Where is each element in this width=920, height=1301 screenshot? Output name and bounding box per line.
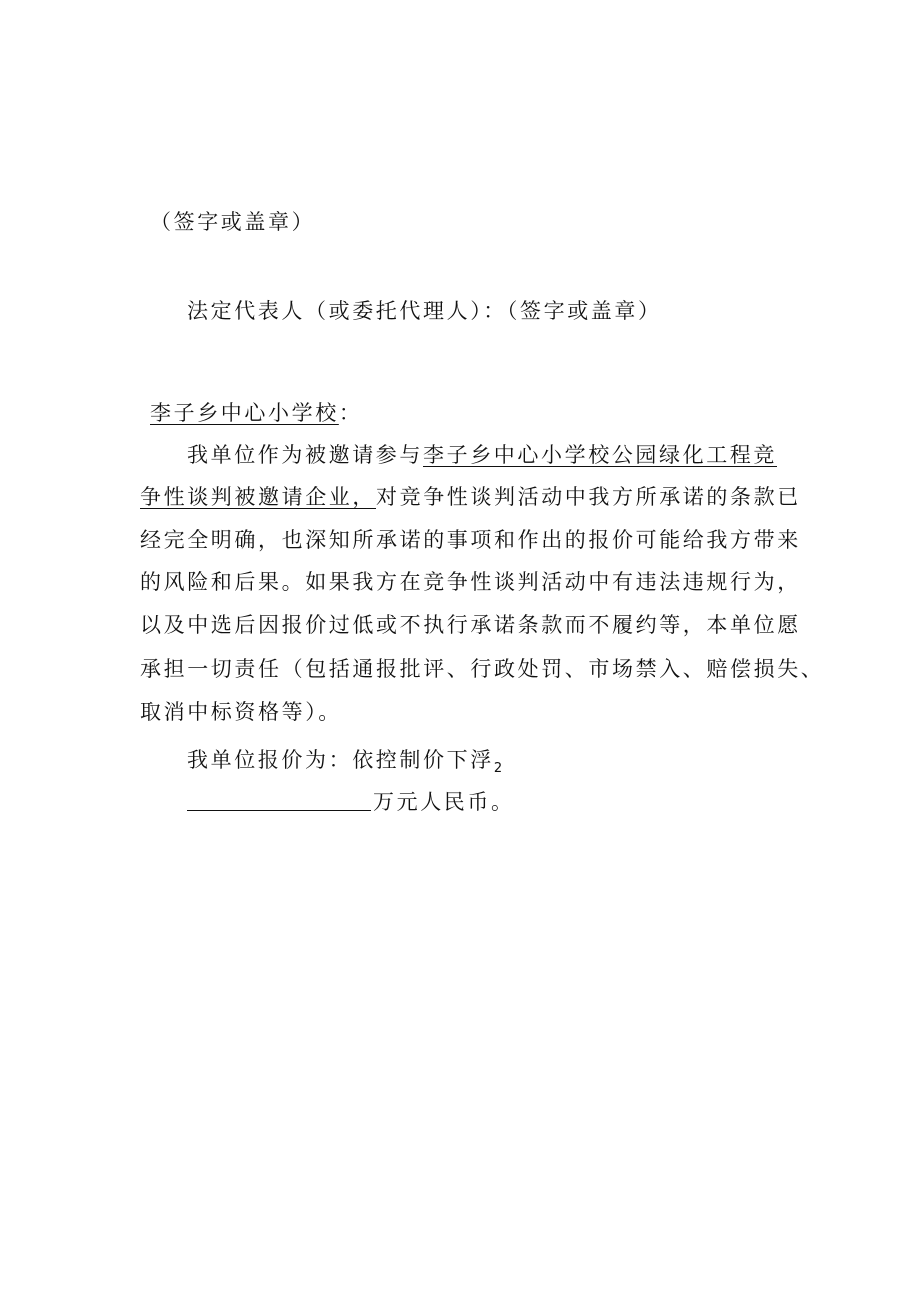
project-name-cont: 争性谈判被邀请企业， <box>140 485 376 509</box>
quote-unit: 万元人民币。 <box>373 790 515 814</box>
commitment-line-4: 的风险和后果。如果我方在竞争性谈判活动中有违法违规行为， <box>140 570 801 594</box>
commitment-text: 我单位作为被邀请参与 <box>187 443 423 467</box>
commitment-line-5: 以及中选后因报价过低或不执行承诺条款而不履约等，本单位愿 <box>140 613 801 637</box>
commitment-line-6: 承担一切责任（包括通报批评、行政处罚、市场禁入、赔偿损失、 <box>140 657 825 681</box>
amount-blank <box>187 788 371 811</box>
quote-line <box>187 745 502 784</box>
recipient-line <box>150 398 362 428</box>
commitment-line-3: 经完全明确，也深知所承诺的事项和作出的报价可能给我方带来 <box>140 528 801 552</box>
recipient-name: 李子乡中心小学校 <box>150 401 339 425</box>
commitment-text: 对竞争性谈判活动中我方所承诺的条款已 <box>376 485 801 509</box>
quote-amount-line <box>187 787 515 817</box>
commitment-line-1 <box>187 440 777 470</box>
recipient-colon: ： <box>338 401 363 425</box>
commitment-line-7: 取消中标资格等）。 <box>140 700 342 724</box>
quote-label: 我单位报价为：依控制价下浮 <box>187 748 494 772</box>
quote-sub-mark: 2 <box>493 761 503 776</box>
project-name: 李子乡中心小学校公园绿化工程竞 <box>423 443 777 467</box>
legal-representative-signature: 法定代表人（或委托代理人）：（签字或盖章） <box>187 299 662 323</box>
signature-seal-top: （签字或盖章） <box>150 210 316 234</box>
commitment-line-2 <box>140 482 801 512</box>
